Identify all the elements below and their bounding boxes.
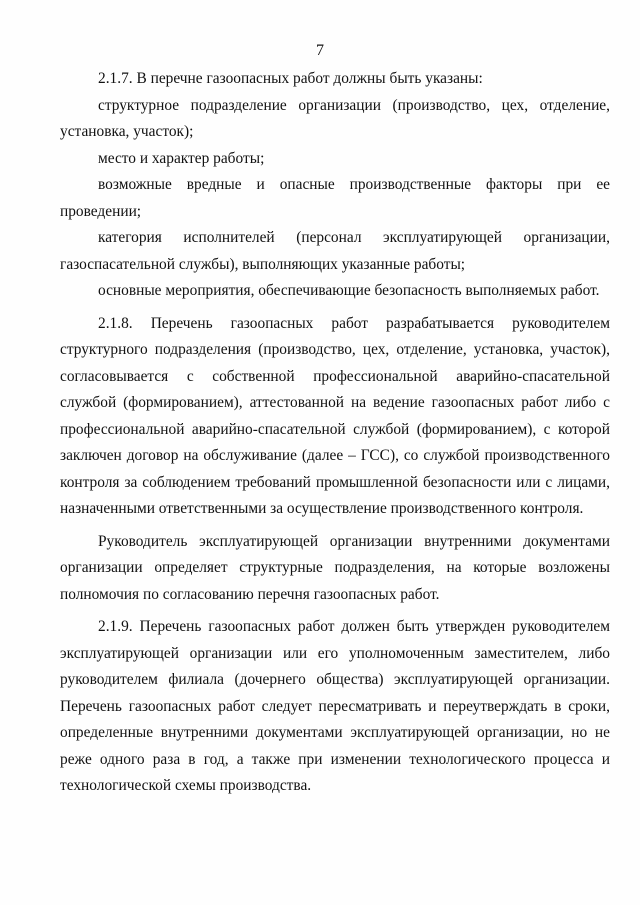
paragraph-2-1-7-heading: 2.1.7. В перечне газоопасных работ должны быть указаны:	[98, 70, 483, 87]
list-item-hazard-factors: возможные вредные и опасные производственные факторы при ее проведении;	[60, 176, 610, 220]
paragraph-approval-units: Руководитель эксплуатирующей организации внутренними документами организации определяет структурные подразделения, на которые возложены полномочия по согласованию перечня газоопасных работ.	[60, 532, 610, 603]
list-item-work-place: место и характер работы;	[98, 149, 265, 167]
list-item-structural-unit: структурное подразделение организации (производство, цех, отделение, установка, участок);	[60, 96, 610, 140]
list-item-worker-category: категория исполнителей (персонал эксплуатирующей организации, газоспасательной службы), выполняющих указанные работы;	[60, 229, 610, 273]
list-item-safety-measures: основные мероприятия, обеспечивающие безопасность выполняемых работ.	[98, 282, 600, 299]
page-number: 7	[316, 42, 324, 59]
document-body	[60, 66, 610, 800]
paragraph-2-1-9: 2.1.9. Перечень газоопасных работ должен быть утвержден руководителем эксплуатирующей организации или его уполномоченным заместителем, либо руководителем филиала (дочернего общества) эксплуатирующей организации. Перечень газоопасных работ следует пересматривать и переутверждать в сроки, определенные внутренними документами эксплуатирующей организации, но не реже одного раза в год, а также при изменении технологического процесса и технологической схемы производства.	[60, 618, 610, 794]
paragraph-2-1-8: 2.1.8. Перечень газоопасных работ разрабатывается руководителем структурного подразделения (производство, цех, отделение, установка, участок), согласовывается с собственной профессиональной аварийно-спасательной службой (формированием), аттестованной на ведение газоопасных работ либо с профессиональной аварийно-спасательной службой (формированием), с которой заключен договор на обслуживание (далее – ГСС), со службой производственного контроля за соблюдением требований промышленной безопасности или с лицами, назначенными ответственными за осуществление производственного контроля.	[60, 314, 610, 517]
